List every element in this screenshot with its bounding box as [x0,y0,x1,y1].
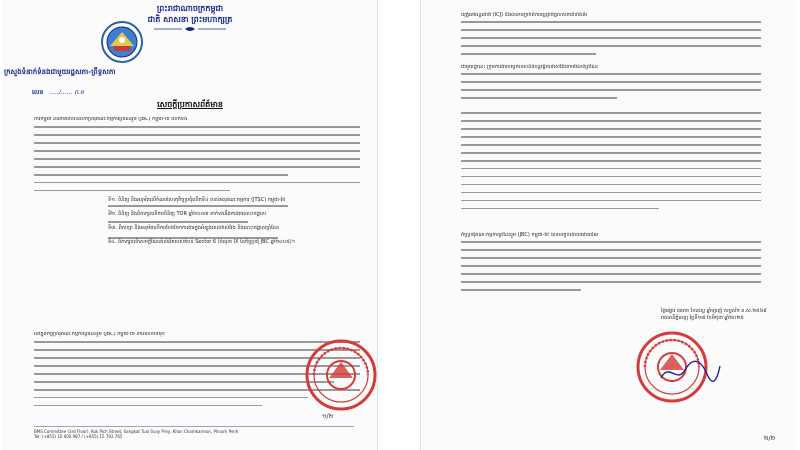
footer-address: BMS Committee (3rd Floor), Kok Pich Street, Sangkat Tuol Svay Prey, Khan Chamkarmon, Phnom Penh [34,429,239,434]
paragraph-p2-middle-lead: ជាមួយគ្នានេះ ក្រុមការងារបច្ចេកទេសនឹងបន្តធ្វើការវាស់វែងតាមផែនទីព្រំដែន [461,64,598,70]
signature-icon [657,356,723,386]
agenda-item: ទី៣. ពិភាក្សា និងអនុម័តលើការបែងចែកការងារក្នុងអំឡុងពេលវាស់វែង និងបោះបង្គោលព្រំដែន [108,225,280,231]
document-page-1 [2,0,378,450]
motto-header: ជាតិ សាសនា ព្រះមហាក្សត្រ [147,15,233,24]
ornament-divider-icon [152,26,228,32]
reference-label: លេខ [32,89,44,96]
reference-value: ...../...... ព.ម [49,89,84,96]
agenda-item: ទី២. ពិនិត្យ និងពិភាក្សាលើការពិនិត្យ TOR ឆ្នាំ២០០៣ ទាក់ទងនឹងការងារបោះបង្គោល [108,211,267,217]
paragraph-intro-body [34,126,360,198]
paragraph-intro-lead: ការិកម្ពុជា និងភាគីថៃបានបើកប្រជុំគណៈកម្មការព្រំដែនរួម (JBC) កម្ពុជា-ថៃ លើកទី៥ [34,117,188,122]
paragraph-p2-top-lead: យុត្តិធម៌អន្តរជាតិ (ICJ) និងបានបញ្ជាក់ពីការប្តេជ្ញាចិត្តរបស់ភាគីទាំងពីរ [461,12,588,18]
organization-name: ក្រសួងទំនាក់ទំនងជាមួយរដ្ឋសភា-ព្រឹទ្ធសភា [4,68,116,76]
date-lunar: ថ្ងៃអង្គារ ៣រោច ខែជេស្ឋ ឆ្នាំម្សាញ់ សប្តស័ក ព.ស.២៥៦៩ [661,308,767,314]
paragraph-p2-middle-body [461,73,761,105]
footer-contact: Tel: (+855) 10 000 987 / (+855) 15 792 765 [34,434,123,439]
paragraph-p2-top-body [461,21,761,61]
page-number: ១/២ [322,413,334,420]
official-seal-icon [304,338,378,412]
agenda-continuation-lines [108,205,308,269]
ministry-logo-icon [100,20,144,64]
paragraph-p2-lower-body [461,241,761,297]
paragraph-p2-main-body [461,112,761,216]
reference-number [32,88,84,97]
paragraph-closing-lead: នៅក្នុងកិច្ចប្រជុំគណៈកម្មការព្រំដែនរួម (JBC) កម្ពុជា-ថៃ នាពេលខាងមុខ [34,332,165,337]
date-place: រាជធានីភ្នំពេញ ថ្ងៃទី១៧ ខែមិថុនា ឆ្នាំ២០២៥ [661,315,744,321]
page-number: ២/២ [764,435,776,442]
agenda-item: ទី៤. ពិភាក្សាលើសេចក្តីណែនាំលំអិតរបស់តំបន់ Sector 6 (ចំណុច IX នៃកិច្ចប្រជុំ JBC ឆ្នាំ២០០៥)។ [108,239,295,245]
kingdom-header: ព្រះរាជាណាចក្រកម្ពុជា [156,4,224,13]
page-gutter [378,0,420,450]
document-title: សេចក្តីប្រកាសព័ត៌មាន [157,100,223,109]
signature-date-block [661,308,767,322]
paragraph-p2-lower-lead: កិច្ចប្រជុំគណៈកម្មការព្រំដែនរួម (JBC) កម្ពុជា-ថៃ បានបញ្ចប់ដោយជោគជ័យ [461,232,599,238]
agenda-item: ទី១. ពិនិត្យ និងអនុម័តលើកំណត់ហេតុកិច្ចប្រជុំលើកទី៤ របស់អនុគណៈកម្មការ (JTSC) កម្ពុជា-ថៃ [108,197,286,203]
page-footer [34,426,354,439]
document-page-2 [420,0,796,450]
